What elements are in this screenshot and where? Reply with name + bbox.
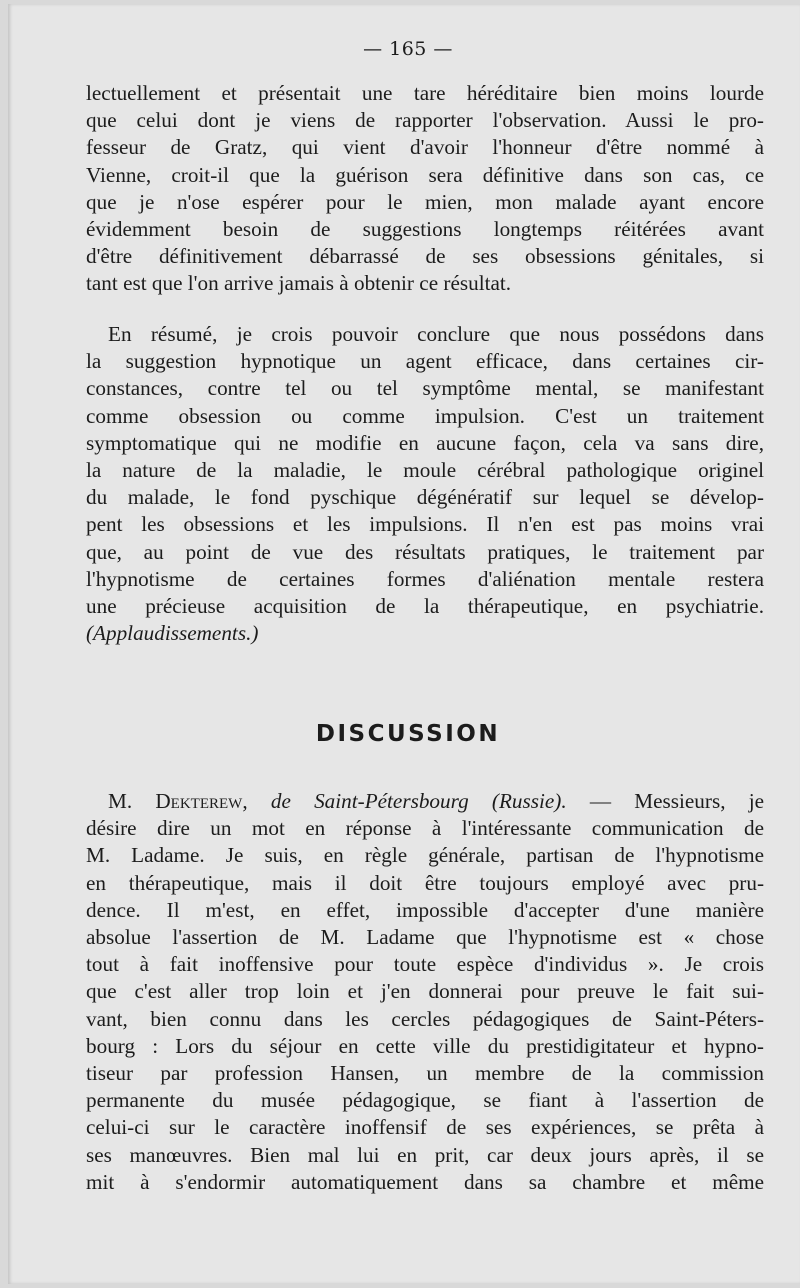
text-line: fesseur de Gratz, qui vient d'avoir l'honneur d'être nommé à: [86, 135, 764, 160]
text-line: dence. Il m'est, en effet, impossible d'accepter d'une manière: [86, 897, 764, 922]
text-line: En résumé, je crois pouvoir conclure que nous possédons dans: [108, 322, 764, 346]
text-line: absolue l'assertion de M. Ladame que l'hypnotisme est « chose: [86, 925, 764, 950]
text-line: tout à fait inoffensive pour toute espèce d'individus ». Je crois: [86, 952, 764, 977]
speaker-title: M.: [108, 789, 133, 813]
paragraph-2: [86, 321, 764, 647]
text-line: du malade, le fond pyschique dégénératif sur lequel se dévelop-: [86, 485, 764, 510]
speaker-line-rest: — Messieurs, je: [589, 789, 765, 813]
text-line: bourg : Lors du séjour en cette ville du prestidigitateur et hypno-: [86, 1033, 764, 1058]
text-line: que celui dont je viens de rapporter l'observation. Aussi le pro-: [86, 108, 764, 133]
text-line: celui-ci sur le caractère inoffensif de ses expériences, se prêta à: [86, 1115, 764, 1140]
book-page: [8, 4, 800, 1284]
speaker-line: [86, 788, 764, 815]
text-line: en thérapeutique, mais il doit être toujours employé avec pru-: [86, 870, 764, 895]
text-line: d'être définitivement débarrassé de ses obsessions génitales, si: [86, 244, 764, 269]
speaker-origin: de Saint-Pétersbourg (Russie).: [270, 789, 567, 813]
text-line: que je n'ose espérer pour le mien, mon malade ayant encore: [86, 189, 764, 214]
text-line: ses manœuvres. Bien mal lui en prit, car deux jours après, il se: [86, 1142, 764, 1167]
paragraph-1: [86, 80, 764, 298]
text-line: la suggestion hypnotique un agent efficace, dans certaines cir-: [86, 349, 764, 374]
text-line: tiseur par profession Hansen, un membre de la commission: [86, 1061, 764, 1086]
paragraph-3: [86, 788, 764, 1196]
text-line: M. Ladame. Je suis, en règle générale, partisan de l'hypnotisme: [86, 843, 764, 868]
text-line: symptomatique qui ne modifie en aucune façon, cela va sans dire,: [86, 430, 764, 455]
text-line: que, au point de vue des résultats pratiques, le traitement par: [86, 539, 764, 564]
text-line: tant est que l'on arrive jamais à obtenir ce résultat.: [86, 271, 512, 296]
text-line: pent les obsessions et les impulsions. Il n'en est pas moins vrai: [86, 512, 764, 537]
text-line: constances, contre tel ou tel symptôme mental, se manifestant: [86, 376, 764, 401]
text-line: lectuellement et présentait une tare héréditaire bien moins lourde: [86, 81, 764, 105]
text-line: évidemment besoin de suggestions longtemps réitérées avant: [86, 217, 764, 242]
text-line: Vienne, croit-il que la guérison sera définitive dans son cas, ce: [86, 162, 764, 187]
page-number: — 165 —: [363, 38, 453, 60]
text-line: que c'est aller trop loin et j'en donnerai pour preuve le fait sui-: [86, 979, 764, 1004]
text-line: mit à s'endormir automatiquement dans sa chambre et même: [86, 1169, 764, 1194]
text-line: vant, bien connu dans les cercles pédagogiques de Saint-Péters-: [86, 1006, 764, 1031]
text-line: comme obsession ou comme impulsion. C'est un traitement: [86, 403, 764, 428]
speaker-name: Dekterew,: [155, 789, 248, 813]
applause-note: (Applaudissements.): [86, 621, 259, 646]
section-heading: DISCUSSION: [315, 721, 501, 747]
text-line: permanente du musée pédagogique, se fiant à l'assertion de: [86, 1088, 764, 1113]
text-line: la nature de la maladie, le moule cérébral pathologique originel: [86, 458, 764, 483]
text-line: désire dire un mot en réponse à l'intéressante communication de: [86, 816, 764, 841]
text-line: une précieuse acquisition de la thérapeutique, en psychiatrie.: [86, 594, 764, 619]
text-line: l'hypnotisme de certaines formes d'aliénation mentale restera: [86, 566, 764, 591]
